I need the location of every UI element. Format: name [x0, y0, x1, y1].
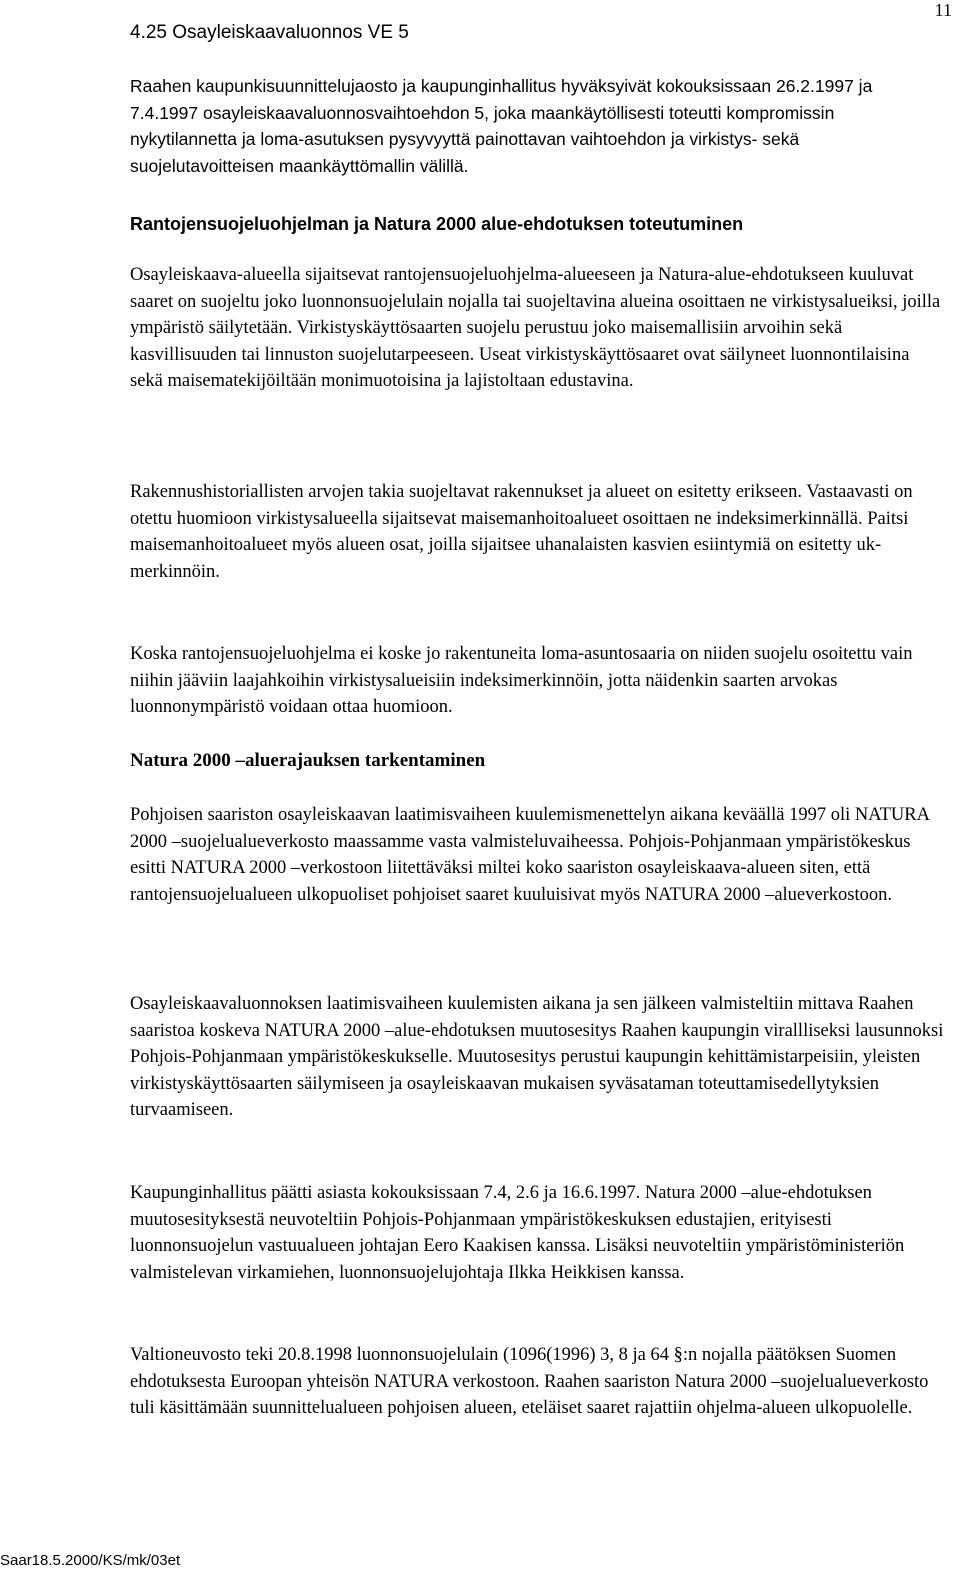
section-title: 4.25 Osayleiskaavaluonnos VE 5 — [130, 22, 409, 43]
paragraph-natura-prep: Pohjoisen saariston osayleiskaavan laatimisvaiheen kuulemismenettelyn aikana keväällä 1997 oli NATURA 2000 –suojelualueverkosto maassamme vasta valmisteluvaiheessa. Pohjois-Pohjanmaan ympäristökeskus esitti NATURA 2000 –verkostoon liitettäväksi miltei koko saariston osayleiskaava-alueen siten, että rantojensuojelualueen ulkopuoliset pohjoiset saaret kuuluisivat myös NATURA 2000 –alueverkostoon. — [130, 805, 929, 905]
heading-shore-protection: Rantojensuojeluohjelman ja Natura 2000 alue-ehdotuksen toteutuminen — [130, 214, 744, 234]
paragraph-government-decision: Valtioneuvosto teki 20.8.1998 luonnonsuojelulain (1096(1996) 3, 8 ja 64 §:n nojalla päätöksen Suomen ehdotuksesta Euroopan yhteisön NATURA verkostoon. Raahen saariston Natura 2000 –suojelualueverkosto tuli käsittämään suunnittelualueen pohjoisen alueen, eteläiset saaret rajattiin ohjelma-alueen ulkopuolelle. — [130, 1345, 929, 1418]
document-footer: Saar18.5.2000/KS/mk/03et — [0, 1552, 181, 1569]
paragraph-holiday-islands: Koska rantojensuojeluohjelma ei koske jo rakentuneita loma-asuntosaaria on niiden suojelu osoitettu vain niihin jääviin laajahkoihin virkistysalueisiin indeksimerkinnöin, jotta näidenkin saarten arvokas luonnonympäristö voidaan ottaa huomioon. — [130, 644, 913, 717]
paragraph-natura-change: Osayleiskaavaluonnoksen laatimisvaiheen kuulemisten aikana ja sen jälkeen valmisteltiin mittava Raahen saaristoa koskeva NATURA 2000 –alue-ehdotuksen muutosesitys Raahen kaupungin virallliseksi lausunnoksi Pohjois-Pohjanmaan ympäristökeskukselle. Muutosesitys perustui kaupungin kehittämistarpeisiin, yleisten virkistyskäyttösaarten säilymiseen ja osayleiskaavan mukaisen syväsataman toteuttamisedellytyksien turvaamiseen. — [130, 994, 944, 1120]
paragraph-building-history: Rakennushistoriallisten arvojen takia suojeltavat rakennukset ja alueet on esitetty erikseen. Vastaavasti on otettu huomioon virkistysalueella sijaitsevat maisemanhoitoalueet osoittaen ne indeksimerkinnällä. Paitsi maisemanhoitoalueet myös alueen osat, joilla sijaitsee uhanalaisten kasvien esiintymiä on esitetty uk-merkinnöin. — [130, 482, 913, 582]
paragraph-shore-protection: Osayleiskaava-alueella sijaitsevat rantojensuojeluohjelma-alueeseen ja Natura-alue-ehdotukseen kuuluvat saaret on suojeltu joko luonnonsuojelulain nojalla tai suojeltavina alueina osoittaen ne virkistysalueiksi, joilla ympäristö säilytetään. Virkistyskäyttösaarten suojelu perustuu joko maisemallisiin arvoihin sekä kasvillisuuden tai linnuston suojelutarpeeseen. Useat virkistyskäyttösaaret ovat säilyneet luonnontilaisina sekä maisematekijöiltään monimuotoisina ja lajistoltaan edustavina. — [130, 265, 941, 391]
intro-paragraph: Raahen kaupunkisuunnittelujaosto ja kaupunginhallitus hyväksyivät kokouksissaan 26.2.1997 ja 7.4.1997 osayleiskaavaluonnosvaihtoehdon 5, joka maankäytöllisesti toteutti kompromissin nykytilannetta ja loma-asutuksen pysyvyyttä painottavan vaihtoehdon ja virkistys- sekä suojelutavoitteisen maankäyttömallin välillä. — [130, 76, 873, 176]
heading-natura-boundary: Natura 2000 –aluerajauksen tarkentaminen — [130, 750, 486, 771]
paragraph-city-board: Kaupunginhallitus päätti asiasta kokouksissaan 7.4, 2.6 ja 16.6.1997. Natura 2000 –alue-ehdotuksen muutosesityksestä neuvoteltiin Pohjois-Pohjanmaan ympäristökeskuksen edustajien, erityisesti luonnonsuojelun vastuualueen johtajan Eero Kaakisen kanssa. Lisäksi neuvoteltiin ympäristöministeriön valmistelevan virkamiehen, luonnonsuojelujohtaja Ilkka Heikkisen kanssa. — [130, 1183, 905, 1283]
page-number: 11 — [934, 0, 952, 20]
